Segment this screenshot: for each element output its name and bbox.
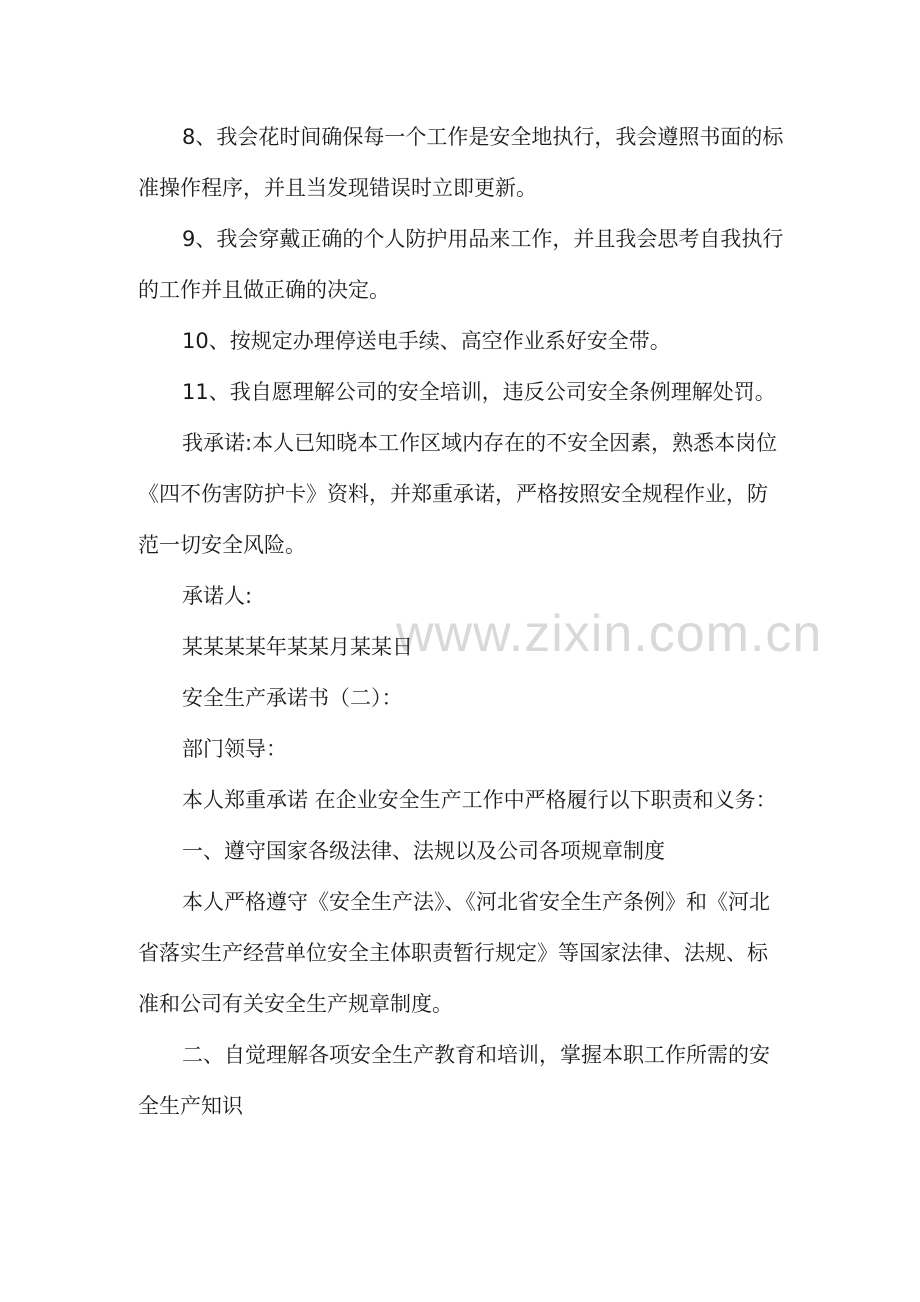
watermark-text: www.zixin.com.cn	[396, 605, 823, 663]
paragraph-heading-2: 二、自觉理解各项安全生产教育和培训，掌握本职工作所需的安全生产知识	[138, 1043, 770, 1118]
paragraph-intro: 本人郑重承诺 在企业安全生产工作中严格履行以下职责和义务：	[182, 788, 777, 812]
section-title: 安全生产承诺书（二）：	[182, 686, 403, 710]
paragraph-signatory-label: 承诺人:	[182, 584, 253, 608]
paragraph-date: 某某某某年某某月某某日	[182, 635, 413, 659]
document-body	[138, 112, 788, 1132]
paragraph-salutation: 部门领导：	[182, 737, 287, 761]
paragraph-laws: 本人严格遵守《安全生产法》、《河北省安全生产条例》和《河北省落实生产经营单位安全主体职责暂行规定》等国家法律、法规、标准和公司有关安全生产规章制度。	[138, 890, 770, 1016]
paragraph-item-10: 10、按规定办理停送电手续、高空作业系好安全带。	[182, 329, 671, 353]
paragraph-heading-1: 一、遵守国家各级法律、法规以及公司各项规章制度	[182, 839, 665, 863]
paragraph-item-11: 11、我自愿理解公司的安全培训，违反公司安全条例理解处罚。	[182, 380, 776, 404]
paragraph-item-8: 8、我会花时间确保每一个工作是安全地执行，我会遵照书面的标准操作程序，并且当发现错误时立即更新。	[138, 125, 784, 200]
paragraph-item-9: 9、我会穿戴正确的个人防护用品来工作，并且我会思考自我执行的工作并且做正确的决定。	[138, 227, 784, 302]
paragraph-pledge: 我承诺:本人已知晓本工作区域内存在的不安全因素，熟悉本岗位《四不伤害防护卡》资料，并郑重承诺，严格按照安全规程作业，防范一切安全风险。	[138, 431, 778, 557]
